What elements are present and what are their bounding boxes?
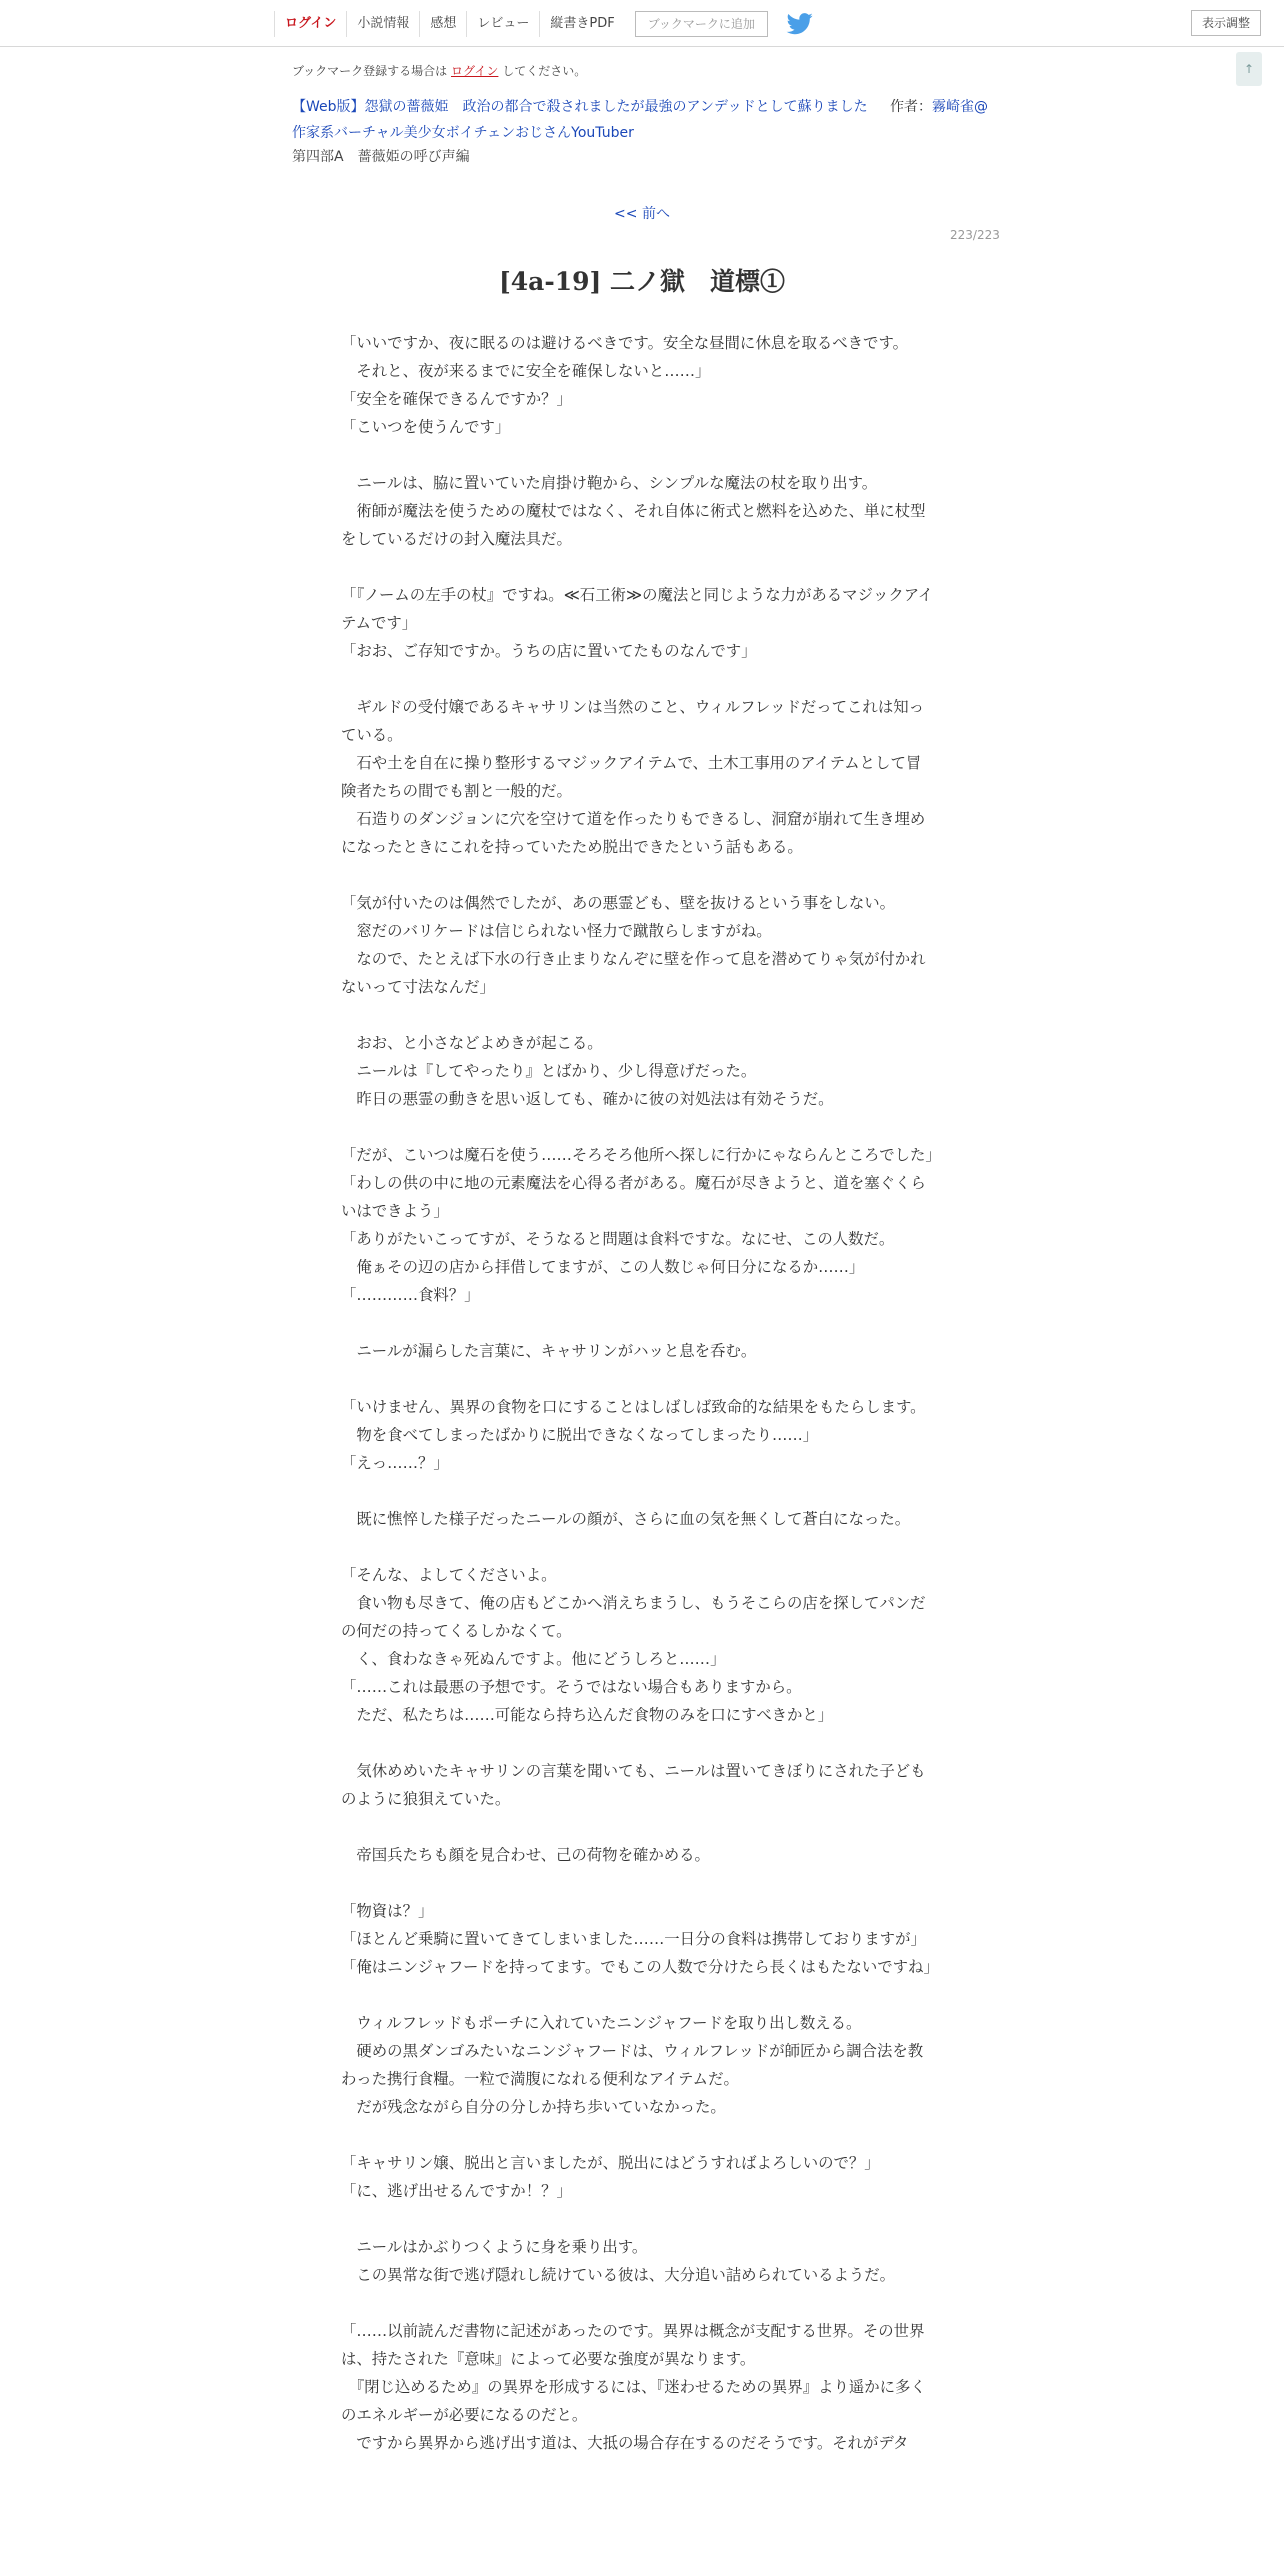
impression-link[interactable]: 感想 (419, 11, 466, 37)
blank-line (341, 1309, 936, 1337)
body-paragraph: 「キャサリン嬢、脱出と言いましたが、脱出にはどうすればよろしいので？」 (341, 2154, 880, 2172)
body-paragraph: それと、夜が来るまでに安全を確保しないと……」 (341, 362, 711, 380)
body-paragraph: 「わしの供の中に地の元素魔法を心得る者がある。魔石が尽きようと、道を塞ぐくらいはできよう」 (341, 1174, 926, 1220)
body-paragraph: ですから異界から逃げ出す道は、大抵の場合存在するのだそうです。それがデタ (341, 2434, 909, 2452)
blank-line (341, 861, 936, 889)
body-paragraph: この異常な街で逃げ隠れし続けている彼は、大分追い詰められているようだ。 (341, 2266, 896, 2284)
bookmark-login-link[interactable]: ログイン (451, 64, 499, 78)
bookmark-login-note: ブックマーク登録する場合は ログイン してください。 (292, 64, 587, 78)
body-paragraph: 既に憔悴した様子だったニールの顔が、さらに血の気を無くして蒼白になった。 (341, 1510, 911, 1528)
review-link[interactable]: レビュー (466, 11, 539, 37)
blank-line (341, 1533, 936, 1561)
body-paragraph: 「……以前読んだ書物に記述があったのです。異界は概念が支配する世界。その世界は、持たされた『意味』によって必要な強度が異なります。 (341, 2322, 925, 2368)
blank-line (341, 1477, 936, 1505)
blank-line (341, 1113, 936, 1141)
body-paragraph: 昨日の悪霊の動きを思い返しても、確かに彼の対処法は有効そうだ。 (341, 1090, 834, 1108)
body-paragraph: 「に、逃げ出せるんですか！？」 (341, 2182, 572, 2200)
body-paragraph: 物を食べてしまったばかりに脱出できなくなってしまったり……」 (341, 1426, 819, 1444)
body-paragraph: 石造りのダンジョンに穴を空けて道を作ったりもできるし、洞窟が崩れて生き埋めになったときにこれを持っていたため脱出できたという話もある。 (341, 810, 926, 856)
body-paragraph: 「俺はニンジャフードを持ってます。でもこの人数で分けたら長くはもたないですね」 (341, 1958, 939, 1976)
body-paragraph: 「いいですか、夜に眠るのは避けるべきです。安全な昼間に休息を取るべきです。 (341, 334, 908, 352)
prev-page-link[interactable]: << 前へ (614, 206, 670, 222)
body-paragraph: 「こいつを使うんです」 (341, 418, 511, 436)
body-paragraph: く、食わなきゃ死ぬんですよ。他にどうしろと……」 (341, 1650, 726, 1668)
body-paragraph: 「ほとんど乗騎に置いてきてしまいました……一日分の食料は携帯しておりますが」 (341, 1930, 926, 1948)
body-paragraph: ギルドの受付嬢であるキャサリンは当然のこと、ウィルフレッドだってこれは知っている。 (341, 698, 924, 744)
vertical-pdf-link[interactable]: 縦書きPDF (539, 11, 624, 37)
body-paragraph: 硬めの黒ダンゴみたいなニンジャフードは、ウィルフレッドが師匠から調合法を教わった携行食糧。一粒で満腹になれる便利なアイテムだ。 (341, 2042, 924, 2088)
body-paragraph: ウィルフレッドもポーチに入れていたニンジャフードを取り出し数える。 (341, 2014, 862, 2032)
top-navigation-bar (0, 0, 1284, 47)
body-paragraph: 帝国兵たちも顔を見合わせ、己の荷物を確かめる。 (341, 1846, 710, 1864)
body-paragraph: 俺ぁその辺の店から拝借してますが、この人数じゃ何日分になるか……」 (341, 1258, 865, 1276)
twitter-icon[interactable] (786, 13, 814, 35)
blank-line (341, 2289, 936, 2317)
body-paragraph: ニールは、脇に置いていた肩掛け鞄から、シンプルな魔法の杖を取り出す。 (341, 474, 878, 492)
blank-line (341, 2121, 936, 2149)
body-paragraph: 「気が付いたのは偶然でしたが、あの悪霊ども、壁を抜けるという事をしない。 (341, 894, 896, 912)
body-paragraph: 食い物も尽きて、俺の店もどこかへ消えちまうし、もうそこらの店を探してパンだの何だの持ってくるしかなくて。 (341, 1594, 926, 1640)
novel-info-link[interactable]: 小説情報 (346, 11, 419, 37)
body-paragraph: 「えっ……？」 (341, 1454, 449, 1472)
add-bookmark-button[interactable]: ブックマークに追加 (635, 11, 768, 37)
body-paragraph: 「…………食料？」 (341, 1286, 480, 1304)
body-paragraph: ニールが漏らした言葉に、キャサリンがハッと息を呑む。 (341, 1342, 757, 1360)
page-counter: 223/223 (950, 228, 1000, 242)
blank-line (341, 553, 936, 581)
body-paragraph: 気休めめいたキャサリンの言葉を聞いても、ニールは置いてきぼりにされた子どものように狼狽えていた。 (341, 1762, 926, 1808)
body-paragraph: おお、と小さなどよめきが起こる。 (341, 1034, 603, 1052)
blank-line (341, 2205, 936, 2233)
body-paragraph: 「……これは最悪の予想です。そうではない場合もありますから。 (341, 1678, 802, 1696)
body-paragraph: だが残念ながら自分の分しか持ち歩いていなかった。 (341, 2098, 726, 2116)
body-paragraph: 術師が魔法を使うための魔杖ではなく、それ自体に術式と燃料を込めた、単に杖型をしているだけの封入魔法具だ。 (341, 502, 926, 548)
series-title-link[interactable]: 【Web版】怨獄の薔薇姫 政治の都合で殺されましたが最強のアンデッドとして蘇りました (292, 99, 868, 115)
blank-line (341, 1729, 936, 1757)
body-paragraph: 石や土を自在に操り整形するマジックアイテムで、土木工事用のアイテムとして冒険者たちの間でも割と一般的だ。 (341, 754, 922, 800)
blank-line (341, 1869, 936, 1897)
blank-line (341, 1365, 936, 1393)
episode-title: [4a-19] 二ノ獄 道標① (498, 267, 786, 296)
author-link-continued[interactable]: 作家系バーチャル美少女ボイチェンおじさんYouTuber (292, 125, 634, 141)
body-paragraph: 「だが、こいつは魔石を使う……そろそろ他所へ探しに行かにゃならんところでした」 (341, 1146, 941, 1164)
body-paragraph: 「おお、ご存知ですか。うちの店に置いてたものなんです」 (341, 642, 757, 660)
scroll-top-button[interactable]: ↑ (1236, 52, 1262, 86)
blank-line (341, 1813, 936, 1841)
body-paragraph: 「そんな、よしてくださいよ。 (341, 1566, 557, 1584)
body-paragraph: 窓だのバリケードは信じられない怪力で蹴散らしますがね。 (341, 922, 772, 940)
blank-line (341, 665, 936, 693)
display-settings-button[interactable]: 表示調整 (1191, 10, 1261, 36)
body-paragraph: 「安全を確保できるんですか？」 (341, 390, 572, 408)
chapter-group-name: 第四部A 薔薇姫の呼び声編 (292, 149, 470, 165)
body-paragraph: ニールはかぶりつくように身を乗り出す。 (341, 2238, 648, 2256)
body-paragraph: 「物資は？」 (341, 1902, 434, 1920)
body-paragraph: 「ありがたいこってすが、そうなると問題は食料ですな。なにせ、この人数だ。 (341, 1230, 895, 1248)
body-paragraph: ニールは『してやったり』とばかり、少し得意げだった。 (341, 1062, 757, 1080)
novel-body (341, 329, 941, 2457)
body-paragraph: ただ、私たちは……可能なら持ち込んだ食物のみを口にすべきかと」 (341, 1706, 834, 1724)
blank-line (341, 441, 936, 469)
body-paragraph: 『閉じ込めるため』の異界を形成するには、『迷わせるための異界』より遥かに多くのエネルギーが必要になるのだと。 (341, 2378, 926, 2424)
body-paragraph: なので、たとえば下水の行き止まりなんぞに壁を作って息を潜めてりゃ気が付かれないって寸法なんだ」 (341, 950, 926, 996)
author-info: 作者：霧崎雀@ (890, 99, 988, 115)
author-link[interactable]: 霧崎雀@ (932, 99, 988, 115)
body-paragraph: 「いけません、異界の食物を口にすることはしばしば致命的な結果をもたらします。 (341, 1398, 926, 1416)
blank-line (341, 1981, 936, 2009)
body-paragraph: 「『ノームの左手の杖』ですね。≪石工術≫の魔法と同じような力があるマジックアイテムです」 (341, 586, 934, 632)
login-link[interactable]: ログイン (274, 11, 346, 37)
blank-line (341, 1001, 936, 1029)
main-nav (274, 11, 814, 37)
